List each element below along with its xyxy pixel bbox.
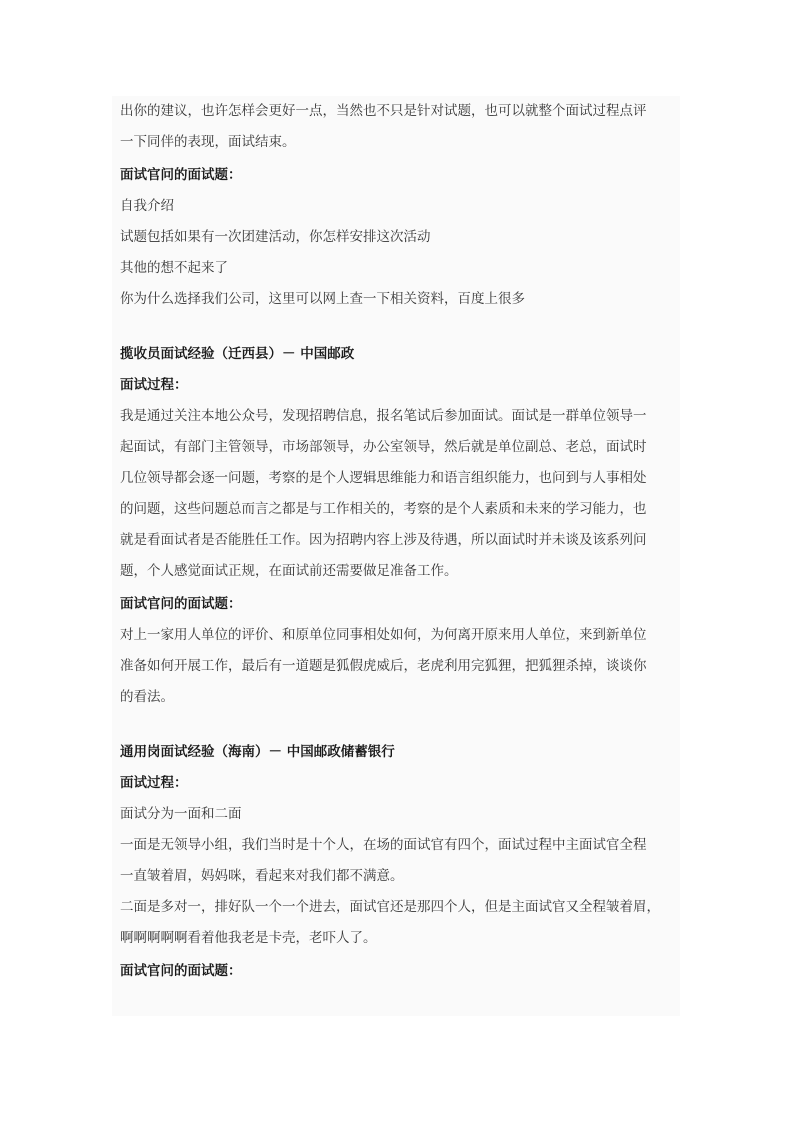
paragraph-line: 的看法。 [120,689,174,705]
paragraph-line: 起面试，有部门主管领导，市场部领导，办公室领导，然后就是单位副总、老总，面试时 [120,439,647,455]
paragraph-line: 几位领导都会逐一问题，考察的是个人逻辑思维能力和语言组织能力，也问到与人事相处 [120,470,647,486]
paragraph-line: 的问题，这些问题总而言之都是与工作相关的，考察的是个人素质和未来的学习能力，也 [120,501,647,517]
questions-label: 面试官问的面试题： [120,167,242,183]
article-text [120,96,676,987]
paragraph-line: 面试分为一面和二面 [120,806,242,822]
paragraph-line: 一直皱着眉，妈妈咪，看起来对我们都不满意。 [120,868,404,884]
paragraph-line: 二面是多对一，排好队一个一个进去，面试官还是那四个人，但是主面试官又全程皱着眉， [120,899,660,915]
paragraph-line: 对上一家用人单位的评价、和原单位同事相处如何，为何离开原来用人单位，来到新单位 [120,627,647,643]
paragraph-line: 准备如何开展工作，最后有一道题是狐假虎威后，老虎利用完狐狸，把狐狸杀掉，谈谈你 [120,658,647,674]
paragraph-line: 就是看面试者是否能胜任工作。因为招聘内容上涉及待遇，所以面试时并未谈及该系列问 [120,532,647,548]
paragraph-line: 一下同伴的表现，面试结束。 [120,134,296,150]
question-item: 试题包括如果有一次团建活动，你怎样安排这次活动 [120,229,431,245]
paragraph-line: 出你的建议，也许怎样会更好一点，当然也不只是针对试题，也可以就整个面试过程点评 [120,103,647,119]
paragraph-line: 题，个人感觉面试正规，在面试前还需要做足准备工作。 [120,563,458,579]
questions-label: 面试官问的面试题： [120,596,242,612]
article-body [112,96,680,1016]
question-item: 其他的想不起来了 [120,260,228,276]
paragraph-line: 啊啊啊啊啊看着他我老是卡壳，老吓人了。 [120,930,377,946]
questions-label: 面试官问的面试题： [120,963,242,979]
paragraph-line: 一面是无领导小组，我们当时是十个人，在场的面试官有四个，面试过程中主面试官全程 [120,837,647,853]
section-title: 揽收员面试经验（迁西县）－ 中国邮政 [120,346,355,362]
section-title: 通用岗面试经验（海南）－ 中国邮政储蓄银行 [120,744,395,760]
question-item: 你为什么选择我们公司，这里可以网上查一下相关资料，百度上很多 [120,291,525,307]
process-label: 面试过程： [120,377,188,393]
paragraph-line: 我是通过关注本地公众号，发现招聘信息，报名笔试后参加面试。面试是一群单位领导一 [120,408,647,424]
process-label: 面试过程： [120,775,188,791]
question-item: 自我介绍 [120,198,174,214]
